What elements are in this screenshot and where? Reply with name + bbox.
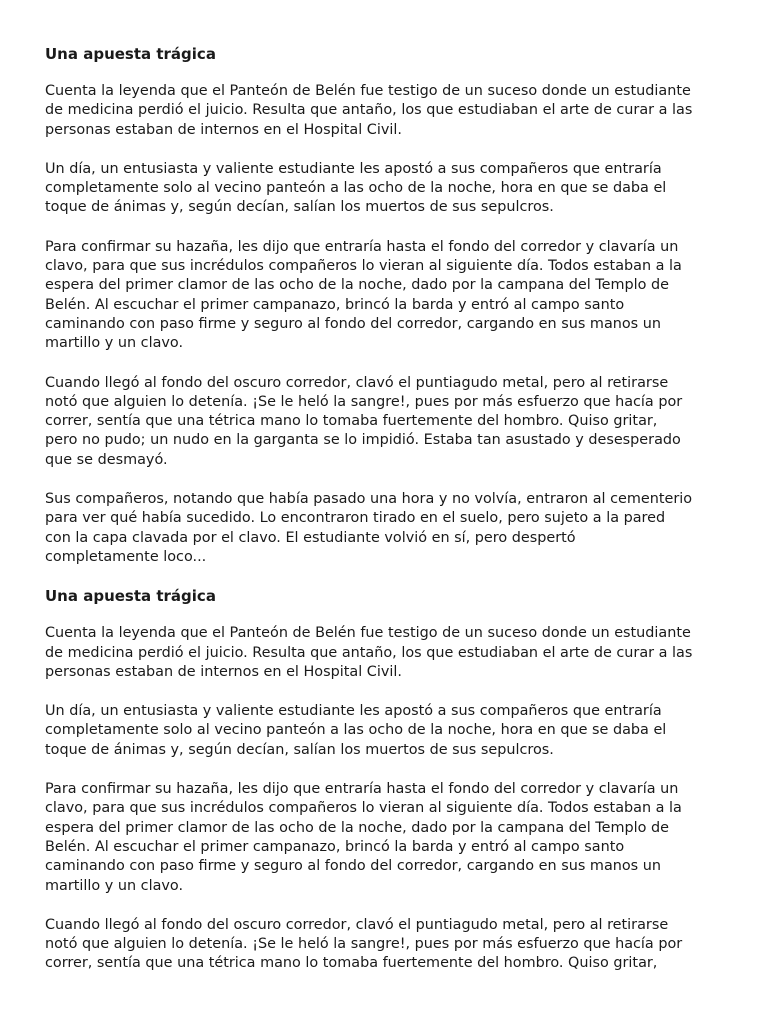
story-paragraph: Cuando llegó al fondo del oscuro corredor, clavó el puntiagudo metal, pero al retirarse notó que alguien lo detenía. ¡Se le heló la sangre!, pues por más esfuerzo que hacía por correr, sentía que una tétrica mano lo tomaba fuertemente del hombro. Quiso gritar,: [45, 916, 683, 972]
story-paragraph: Cuenta la leyenda que el Panteón de Belén fue testigo de un suceso donde un estudiante de medicina perdió el juicio. Resulta que antaño, los que estudiaban el arte de curar a las personas estaban de internos en el Hospital Civil.: [45, 83, 693, 138]
story-paragraph: Un día, un entusiasta y valiente estudiante les apostó a sus compañeros que entraría completamente solo al vecino panteón a las ocho de la noche, hora en que se daba el toque de ánimas y, según decían, salían los muertos de sus sepulcros.: [45, 703, 667, 758]
story-title: Una apuesta trágica: [45, 587, 216, 606]
story-title: Una apuesta trágica: [45, 45, 216, 63]
story-paragraph: Para confirmar su hazaña, les dijo que entraría hasta el fondo del corredor y clavaría un clavo, para que sus incrédulos compañeros lo vieran al siguiente día. Todos estaban a la espera del primer clamor de las ocho de la noche, dado por la campana del Templo de Belén. Al escuchar el primer campanazo, brincó la barda y entró al campo santo caminando con paso firme y seguro al fondo del corredor, cargando en sus manos un martillo y un clavo.: [45, 238, 682, 352]
story-paragraph: Un día, un entusiasta y valiente estudiante les apostó a sus compañeros que entraría completamente solo al vecino panteón a las ocho de la noche, hora en que se daba el toque de ánimas y, según decían, salían los muertos de sus sepulcros.: [45, 160, 667, 216]
story-paragraph: Sus compañeros, notando que había pasado una hora y no volvía, entraron al cementerio para ver qué había sucedido. Lo encontraron tirado en el suelo, pero sujeto a la pared con la capa clavada por el clavo. El estudiante volvió en sí, pero despertó completamente loco...: [45, 491, 693, 565]
story-section: [45, 587, 728, 973]
story-section: [45, 45, 728, 567]
story-paragraph: Cuenta la leyenda que el Panteón de Belén fue testigo de un suceso donde un estudiante de medicina perdió el juicio. Resulta que antaño, los que estudiaban el arte de curar a las personas estaban de internos en el Hospital Civil.: [45, 625, 693, 680]
story-paragraph: Para confirmar su hazaña, les dijo que entraría hasta el fondo del corredor y clavaría un clavo, para que sus incrédulos compañeros lo vieran al siguiente día. Todos estaban a la espera del primer clamor de las ocho de la noche, dado por la campana del Templo de Belén. Al escuchar el primer campanazo, brincó la barda y entró al campo santo caminando con paso firme y seguro al fondo del corredor, cargando en sus manos un martillo y un clavo.: [45, 781, 682, 894]
story-paragraph: Cuando llegó al fondo del oscuro corredor, clavó el puntiagudo metal, pero al retirarse notó que alguien lo detenía. ¡Se le heló la sangre!, pues por más esfuerzo que hacía por correr, sentía que una tétrica mano lo tomaba fuertemente del hombro. Quiso gritar, pero no pudo; un nudo en la garganta se lo impidió. Estaba tan asustado y desesperado que se desmayó.: [45, 374, 683, 468]
